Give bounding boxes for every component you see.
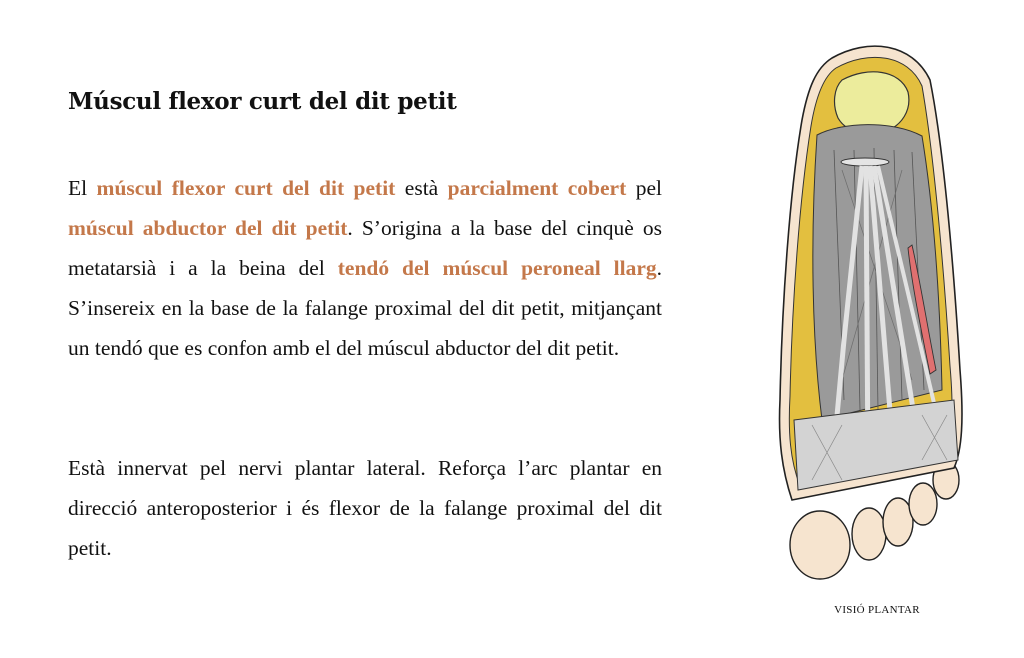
text-segment: . S’origina a la base del cinquè os metatarsià i a la beina del xyxy=(68,216,662,280)
text-segment: El xyxy=(68,176,97,200)
page-title: Múscul flexor curt del dit petit xyxy=(68,88,457,115)
highlight-peroneal-tendon: tendó del múscul peroneal llarg xyxy=(337,256,657,280)
highlight-abductor-muscle: múscul abductor del dit petit xyxy=(68,216,348,240)
text-segment: està xyxy=(395,176,448,200)
text-segment: pel xyxy=(626,176,662,200)
text-segment: . S’insereix en la base de la falange proximal del dit petit, mitjançant un tendó que es confon amb el del múscul abductor del dit petit. xyxy=(68,256,662,360)
highlight-muscle-name: múscul flexor curt del dit petit xyxy=(96,176,396,200)
figure-caption: VISIÓ PLANTAR xyxy=(834,604,920,616)
foot-plantar-illustration xyxy=(772,40,972,585)
paragraph-description xyxy=(68,168,662,368)
plantar-aponeurosis-band xyxy=(841,158,889,166)
highlight-partially-covered: parcialment cobert xyxy=(447,176,627,200)
paragraph-innervation: Està innervat pel nervi plantar lateral. Reforça l’arc plantar en direcció anteroposterior i és flexor de la falange proximal del dit petit. xyxy=(68,456,662,560)
